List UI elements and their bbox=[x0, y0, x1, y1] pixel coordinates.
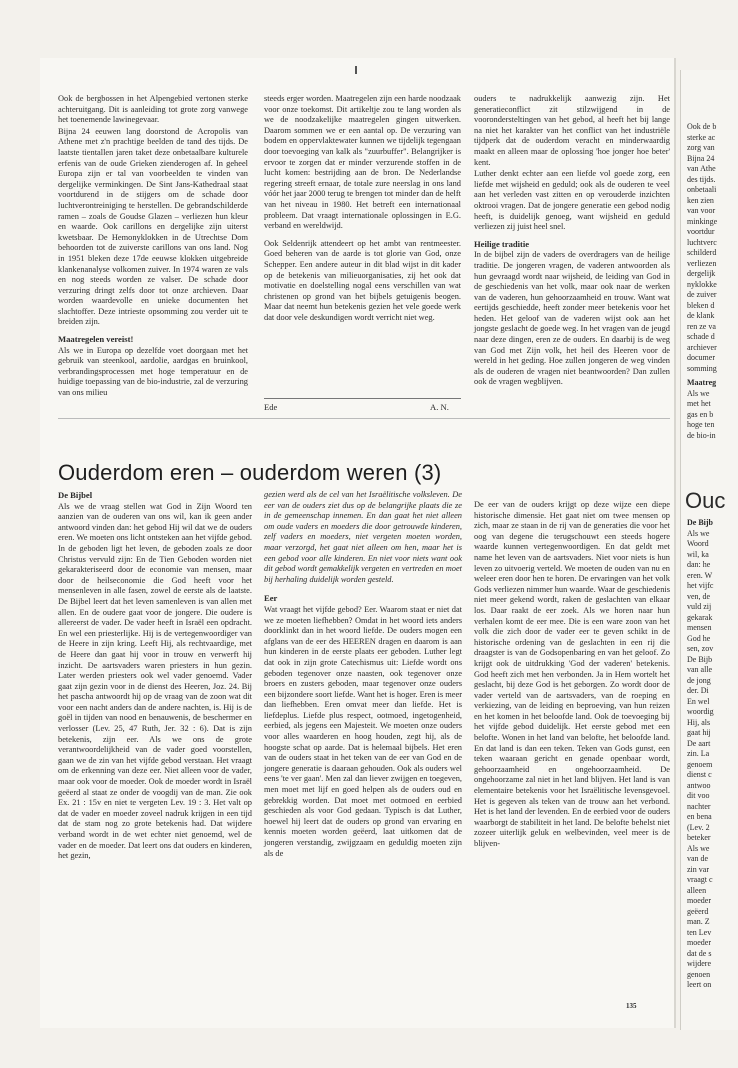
paragraph: gezien werd als de cel van het Israëlitische volksleven. De eer van de ouders ziet dus op de belangrijke plaats die ze in de gemeenschap innemen. En dan gaat het niet alleen om oude vaders en moeders die door getrouwde kinderen, zelf vaders en moeders, niet vergeten moeten worden, maar verzorgd, het gaat niet alleen om hen, maar het is een gebod voor alle kinderen. En niet voor niets want ook dit gebod wordt gemakkelijk vergeten en vertreden en moet bij herhaling duidelijk worden gesteld. bbox=[264, 490, 462, 584]
side-text-line: Als we bbox=[687, 843, 710, 853]
side-text-line: bleken d bbox=[687, 300, 715, 310]
side-text-line: Hij, als bbox=[687, 717, 711, 727]
paragraph: Bijna 24 eeuwen lang doorstond de Acropolis van Athene met z'n prachtige beelden de tand des tijds. De laatste tientallen jaren taket deze onbetaalbare kulturele erfenis van de oude Grieken zienderogen af. In geheel Europa zijn er tal van voorbeelden te vinden van dergelijke verminkingen. De Sint Jans-Kathedraal staat voortdurend in de stijgers om de schade door luchtverontreiniging te herstellen. De gebrandschilderde ramen – zoals de Goudse Glazen – verliezen hun kleur en waarde. Ook carillons en dergelijke zijn uiterst kwetsbaar. De Hemonyklokken in de Utrechtse Dom behoorden tot de zuiverste carillons van ons land. Nog in 1951 bleken deze 17de eeuwse klokken uitgebreide klankenanalyse volkomen zuiver. In 1974 waren ze vals en nog steeds worden ze valser. De schade door verzuring dringt zelfs door tot onze archieven. Daar worden waardevolle en unieke documenten het slachtoffer. Deze intrieste opsomming zou verder uit te breiden zijn. bbox=[58, 126, 248, 327]
side-text-line: sen, zov bbox=[687, 644, 714, 653]
side-text-line: man. Z bbox=[687, 917, 710, 926]
page-number: 135 bbox=[626, 1002, 637, 1010]
side-text-line: moeder bbox=[687, 938, 711, 947]
side-text-line: sterke ac bbox=[687, 132, 716, 142]
side-text-line: ken zien bbox=[687, 195, 714, 205]
bottom-article-column-1 bbox=[58, 490, 252, 863]
side-text-line: de klank bbox=[687, 311, 715, 320]
side-text-line: de jong bbox=[687, 675, 711, 685]
paragraph: Als we in Europa op dezelfde voet doorgaan met het gebruik van steenkool, aardolie, aardgas en bruinkool, verbrandingsprocessen met hoge temperatuur en de huidige toepassing van de bio-industrie, zal de verzuring van ons milieu bbox=[58, 345, 248, 398]
section-divider bbox=[58, 418, 670, 419]
side-text-line: hoge ten bbox=[687, 420, 715, 429]
side-text-line: dan: he bbox=[687, 560, 711, 569]
top-article-column-1 bbox=[58, 94, 248, 400]
side-bottom-column bbox=[687, 518, 738, 991]
side-text-line: De aart bbox=[687, 738, 711, 748]
side-text-line: Als we bbox=[687, 388, 710, 398]
paragraph: ouders te nadrukkelijk aanwezig zijn. Het generatieconflict zit stilzwijgend in de voorondersteltingen van het gebod, al heeft het bij lange na niet het karakter van het conflict van het industriële tijdperk dat de ouderdom veracht en minderwaardig maakt en alleen maar de oplossing 'hoe jonger hoe beter' kent. bbox=[474, 94, 670, 167]
bottom-article-column-3 bbox=[474, 500, 670, 851]
side-text-line: de bio-in bbox=[687, 430, 716, 440]
side-text-line: woordig bbox=[687, 707, 714, 716]
side-text-line: documer bbox=[687, 353, 715, 362]
side-text-line: der. Di bbox=[687, 686, 709, 695]
paragraph: Ook Seldenrijk attendeert op het ambt van rentmeester. Goed beheren van de aarde is tot glorie van God, onze Schepper. Een andere auteur in dit blad wijst in dit kader op de betekenis van milieuorganisaties, zij het ook dat motivatie en doelstelling nogal eens verschillen van wat christenen op grond van het bijbels getuigenis beogen. Maar dat neemt hun betekenis gezien het vele goede werk dat door vele deskundigen wordt verricht niet weg. bbox=[264, 238, 461, 322]
side-text-line: (Lev. 2 bbox=[687, 822, 710, 832]
side-text-line: voortdur bbox=[687, 227, 715, 236]
side-text-line: Ook de b bbox=[687, 122, 717, 131]
side-top-column bbox=[687, 122, 738, 441]
side-text-line: van Athe bbox=[687, 164, 716, 173]
side-text-line: geëerd bbox=[687, 906, 709, 916]
page-top-mark bbox=[355, 66, 357, 74]
signature-initials: A. N. bbox=[430, 402, 449, 412]
side-text-line: des tijds. bbox=[687, 174, 716, 184]
top-article-column-2 bbox=[264, 94, 461, 324]
subheading-maatregelen: Maatregelen vereist! bbox=[58, 334, 134, 345]
side-text-line: Woord bbox=[687, 539, 709, 548]
side-text-line: dit voo bbox=[687, 791, 710, 800]
side-text-line: van voor bbox=[687, 206, 716, 215]
side-text-line: antwoo bbox=[687, 780, 711, 790]
side-text-line: somming bbox=[687, 363, 717, 373]
paragraph: Wat vraagt het vijfde gebod? Eer. Waarom staat er niet dat we ze moeten liefhebben? Omdat in het woord iets anders doorklinkt dan in het woord liefde. De ouders mogen een afglans van de eer des HEEREN dragen en daarom is aan hun kinderen in de eerste plaats eer geboden. Luther legt dat ook in zijn grote Catechismus uit: Liefde wordt ons geboden tegenover onze naasten, ook tegenover onze broers en zusters geboden, maar tegenover onze ouders een bijzondere soort liefde. Want het is hoger. Eren is meer dan liefhebben. Eren omvat meer dan liefde. Het is liefdeplus. Liefde plus respect, ootmoed, ingetogenheid, eerbied, als jegens een Majesteit. We moeten onze ouders voor alles waarderen en hoog houden, zegt hij, als de hoogste schat op aarde. Dat is helemaal bijbels. Het eren van de ouders staat in het teken van de eer van God en de jongere generatie is daaraan gehouden. Ook als ouders wel eens 'te ver gaan'. Men zal dan liever zwijgen en toegeven, men moet met lijf en goed helpen als de ouders oud en gebrekkig worden. Dat moet met ootmoed en eerbied geschieden als voor God gedaan. Typisch is dat Luther, hoewel hij leert dat de ouders op grond van ervaring en kennis moeten worden geëerd, laat uitkomen dat de jongeren verstandig, zwijgzaam en geduldig moeten zijn als de bbox=[264, 604, 462, 858]
side-text-line: genoen bbox=[687, 969, 711, 979]
side-text-line: mensen bbox=[687, 623, 712, 632]
side-text-line: vuld zij bbox=[687, 602, 712, 611]
side-text-line: Als we bbox=[687, 528, 710, 538]
signature-place: Ede bbox=[264, 402, 278, 412]
side-text-line: luchtverc bbox=[687, 237, 717, 247]
side-text-line: dat de s bbox=[687, 948, 712, 958]
paragraph: In de bijbel zijn de vaders de overdragers van de heilige traditie. De jongeren vragen, de vaderen antwoorden als hun gevraagd wordt naar wijsheid, de leiding van God in de geschiedenis van het volk, maar ook naar de werken van de vaderen, hun gehoorzaamheid en trouw. Want wat eertijds geschiedde, heeft zonder meer betekenis voor het heden. Het geloof van de vaderen wijst ook aan het jongste geslacht de goede weg. In het vragen van de jeugd naar deze dingen, eren ze de ouders. En daarbij is de weg van God met Zijn volk, het heil des Heeren voor de wereld in het geding. Hoe zullen jongeren de weg vinden als de ouderen de vragen niet beantwoorden? Dan zullen ook de vragen wegblijven. bbox=[474, 250, 670, 387]
paragraph: Als we de vraag stellen wat God in Zijn Woord ten aanzien van de ouderen van ons wil, kan ik geen ander antwoord vinden dan: het gebod Hij wil dat we de ouders eren. We moeten ons licht ontsteken aan het vijfde gebod. In de geboden ligt het leven, de geboden zoals ze door Christus vervuld zijn: En de Tien Geboden worden niet gekarakteriseerd door de economie van mensen, maar door de heilseconomie die God heeft voor het mensenleven in alle fasen, zowel de eerste als de laatste. De Bijbel leert dat het leven samenleven is van allen met allen. En de oudere gaat voor de jongere. Die oudere is allereerst de vader. De vader heeft in Israël een opdracht. En wel een priesterlijke. Hij is de vertegenwoordiger van de Heere in zijn kring. Leeft Hij, als rechtvaardige, met de Heere dan gaat hij voor in trouw en verwerft hij inzicht. De aartsvaders waren priesters in hun gezin. Later werden priesters ook wel vader genoemd. Vader gaat zijn gezin voor in de dienst des Heeren, Joz. 24. Bij het pascha antwoordt hij op de vraag van de zoon wat dit voor een nacht anders dan de andere nachten, is. Hij is de goël in tijden van nood en benauwenis, de beschermer en verlosser (Lev. 25, 47 Ruth, Jer. 32 : 6). Dat is zijn betekenis, zijn eer. Als we ons de grote verantwoordelijkheid van de vader goed voorstellen, gaan we de zin van het vijfde gebod verstaan. Het vraagt om de erkenning van deze eer. Niet alleen voor de vader, maar ook voor de moeder. Ook de moeder wordt in Israël geëerd al staat ze onder de voogdij van de man. Zie ook Ex. 21 : 15v en niet te vergeten Lev. 19 : 3. Het valt op dat de vader en moeder zoveel nadruk krijgen in een tijd dat de stam nog zo grote betekenis had. Dat wijdere verband wordt in de wet echter niet genoemd, wel de vader en de moeder. Dat leert ons dat ouders en kinderen, het gezin, bbox=[58, 501, 252, 861]
subheading-de-bijbel: De Bijbel bbox=[58, 490, 93, 500]
side-text-line: nachter bbox=[687, 801, 711, 811]
paragraph: Luther denkt echter aan een liefde vol goede zorg, een liefde met wijsheid en geduld; ook als de ouderen te veel aan het verleden vast zitten en op verouderde inzichten oktrooi vragen. Dat de jongere generatie een gebod nodig heeft, is duidelijk genoeg, want wijsheid en geduld verliezen zij juist heel snel. bbox=[474, 169, 670, 232]
paragraph: Ook de bergbossen in het Alpengebied vertonen sterke achteruitgang. Dit is aanleiding tot grote zorg vanwege het toenemende lawinegevaar. bbox=[58, 94, 248, 125]
side-text-line: beteker bbox=[687, 833, 711, 842]
side-text-line: alleen bbox=[687, 885, 707, 895]
side-text-line: schade d bbox=[687, 332, 715, 341]
subheading-heilige-traditie: Heilige traditie bbox=[474, 238, 530, 249]
article-headline: Ouderdom eren – ouderdom weren (3) bbox=[58, 460, 442, 485]
side-text-line: moeder bbox=[687, 896, 711, 905]
side-subheading: Maatreg bbox=[687, 378, 717, 387]
side-text-line: met het bbox=[687, 399, 711, 408]
side-text-line: wijdere bbox=[687, 959, 711, 968]
side-text-line: eren. W bbox=[687, 570, 713, 580]
side-text-line: wil, ka bbox=[687, 549, 709, 559]
side-text-line: minkinge bbox=[687, 216, 718, 226]
side-text-line: nyklokke bbox=[687, 279, 717, 289]
side-text-line: zorg van bbox=[687, 143, 715, 152]
side-text-line: en bena bbox=[687, 812, 712, 821]
side-text-line: zin var bbox=[687, 864, 709, 874]
paragraph: De eer van de ouders krijgt op deze wijze een diepe historische dimensie. Het gaat niet om twee mensen op zich, maar ze staan in de rij van de generaties die voor het oog van degene die terugschouwt een steeds hogere waarde kunnen vertegenwoordigen. En dat geldt met name het leven van de aartsvaders. Niet voor niets is hun leven zo uitvoerig verteld. We moeten de ouden van nu en weleer eren door hen te horen. De ervaringen van het volk Gods verliezen nimmer hun waarde. Waar de geschiedenis niet meer gekend wordt, raken de geslachten van elkaar los. Daar raakt de eer zoek. Als we horen naar hun verhalen komt de eer mee. Die is een ware zoon van het volk die zich door de vader eer te geven schikt in de historische ordening van de geslachten in een rij die draagster is van de Godsopenbaring en van het geloof. Zo krijgt ook de uitdrukking 'God der vaderen' betekenis. God heeft zich met hen verbonden. Ja in Hem wortelt het geslacht, bij deze God is het geborgen. Zo wordt door de vader verteld van de aartsvaders, van de roeping en verkiezing, van de leiding en beproeving, van hun reizen en het komen in het beloofde land. Ook de toevoeging bij het vijfde gebod duidelijk. Het eerste gebod met een belofte. Wonen in het land van belofte, het beloofde land. En dat land is dan een teken. Teken van Gods gunst, een teken waaraan gericht en genade openbaar wordt, gehoorzaamheid en ongehoorzaamheid. De ongehoorzame zal niet in het land blijven. Het land is van elementaire betekenis voor het Israëlitische levensgevoel. Het is gegeven als teken van de trouw aan het verbond. Het is het land der levenden. En de eerbied voor de ouders waarborgt de stabiliteit in het land. De belofte behelst niet zozeer uiterlijk geluk en welbevinden, veel meer is de blijven- bbox=[474, 500, 670, 848]
side-text-line: leert on bbox=[687, 980, 712, 989]
top-article-column-3 bbox=[474, 94, 670, 389]
side-text-line: En wel bbox=[687, 696, 710, 706]
side-text-line: De Bijb bbox=[687, 654, 713, 664]
side-text-line: zin. La bbox=[687, 749, 710, 758]
side-text-line: van de bbox=[687, 854, 709, 863]
side-text-line: vraagt c bbox=[687, 875, 713, 884]
side-text-line: schilderd bbox=[687, 248, 717, 257]
side-text-line: van alle bbox=[687, 665, 713, 674]
subheading-eer: Eer bbox=[264, 593, 278, 604]
side-text-line: verliezen bbox=[687, 258, 717, 268]
side-text-line: ven, de bbox=[687, 591, 711, 601]
side-text-line: gaat hij bbox=[687, 728, 711, 737]
side-text-line: dergelijk bbox=[687, 269, 716, 278]
side-text-line: het vijfc bbox=[687, 581, 714, 590]
paragraph: steeds erger worden. Maatregelen zijn een harde noodzaak voor onze toekomst. Dit artikeltje zou te lang worden als we de noodzakelijke maatregelen gingen uitwerken. Daarom sommen we er een aantal op. De verzuring van bodem en oppervlaktewater kunnen we tijdelijk tegengaan door toevoeging van kalk als "zuurbuffer". Belangrijker is ervoor te zorgen dat er minder verzurende stoffen in de lucht komen: bestrijding aan de bron. De Nederlandse regering streeft ernaar, de totale zure neerslag in ons land vóór het jaar 2000 terug te brengen tot minder dan de helft van het niveau in 1980. Het betreft een internationaal probleem. Dat vraagt internationale oplossingen in E.G. verband en wereldwijd. bbox=[264, 94, 461, 231]
side-text-line: dienst c bbox=[687, 770, 712, 779]
side-text-line: ten Lev bbox=[687, 927, 712, 937]
signature-rule bbox=[264, 398, 461, 399]
side-text-line: gas en b bbox=[687, 409, 714, 419]
side-text-line: Bijna 24 bbox=[687, 153, 715, 163]
adjacent-page-edge bbox=[680, 70, 738, 1030]
side-text-line: gekarak bbox=[687, 612, 713, 622]
side-text-line: archiever bbox=[687, 342, 717, 352]
side-headline: Ouc bbox=[685, 488, 726, 513]
side-text-line: de zuiver bbox=[687, 290, 717, 299]
side-text-line: God he bbox=[687, 633, 711, 643]
side-text-line: onbetaali bbox=[687, 185, 717, 194]
side-text-line: genoem bbox=[687, 759, 713, 769]
bottom-article-column-2 bbox=[264, 490, 462, 860]
side-subheading: De Bijb bbox=[687, 518, 713, 527]
side-text-line: ren ze va bbox=[687, 321, 716, 331]
